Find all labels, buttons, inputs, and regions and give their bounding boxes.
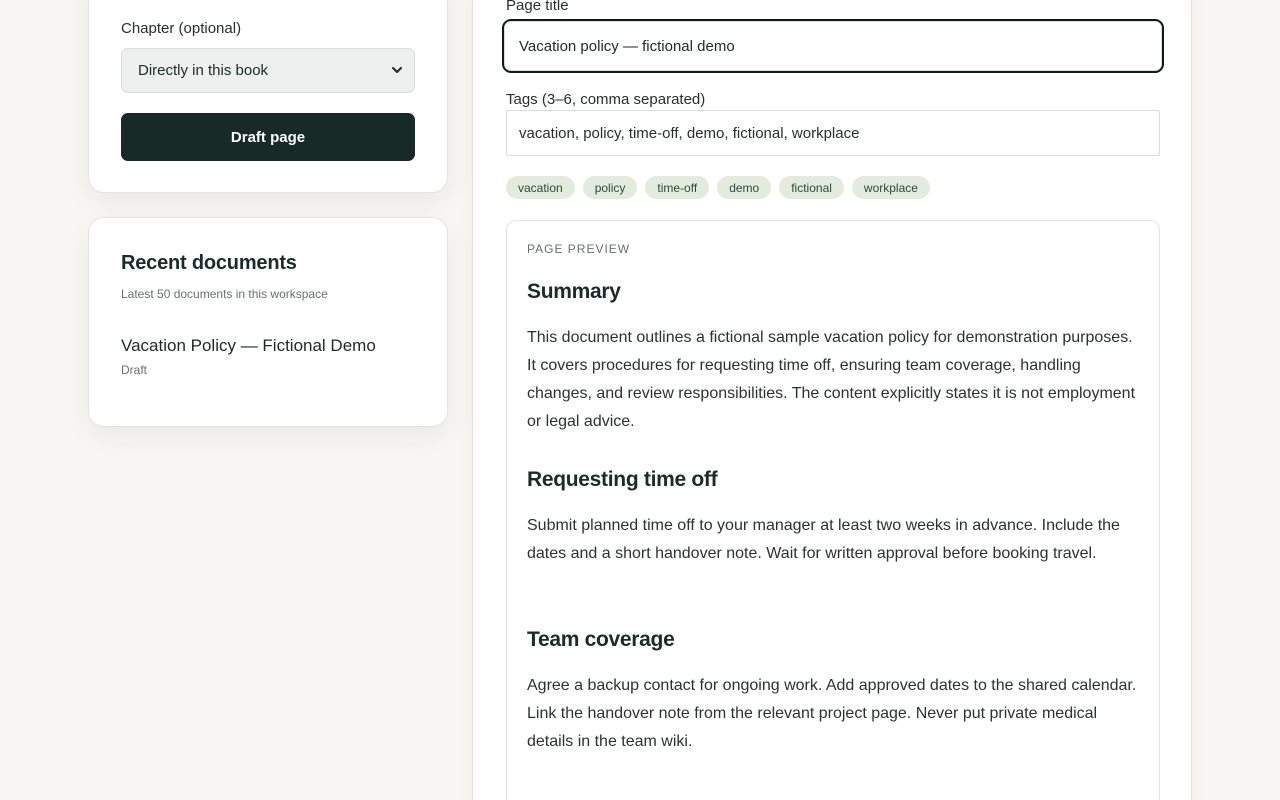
preview-heading-coverage: Team coverage xyxy=(527,628,675,651)
page-title-value: Vacation policy — fictional demo xyxy=(519,37,735,55)
recent-documents-subtitle: Latest 50 documents in this workspace xyxy=(121,287,328,301)
tag-chip: workplace xyxy=(852,176,930,199)
recent-documents-title: Recent documents xyxy=(121,252,297,274)
page-title-label: Page title xyxy=(506,0,569,14)
tag-chip: policy xyxy=(583,176,638,199)
new-page-card xyxy=(88,0,448,193)
preview-heading-summary: Summary xyxy=(527,280,621,303)
chapter-select[interactable] xyxy=(121,48,415,93)
page-title-input[interactable] xyxy=(502,19,1164,73)
tag-chip: fictional xyxy=(779,176,844,199)
preview-paragraph-requesting: Submit planned time off to your manager at least two weeks in advance. Include the dates and a short handover note. Wait for written approval before booking travel. xyxy=(527,517,1120,562)
page-preview-label: PAGE PREVIEW xyxy=(527,242,631,256)
preview-paragraph-summary: This document outlines a fictional sample vacation policy for demonstration purposes. It covers procedures for requesting time off, ensuring team coverage, handling changes, and review responsibilities. The content explicitly states it is not employment or legal advice. xyxy=(527,329,1136,430)
preview-paragraph-coverage: Agree a backup contact for ongoing work. Add approved dates to the shared calendar. Link the handover note from the relevant project page. Never put private medical details in the team wiki. xyxy=(527,677,1137,750)
tag-chip: vacation xyxy=(506,176,575,199)
editor-panel xyxy=(472,0,1192,800)
tag-chip: demo xyxy=(717,176,771,199)
tags-value: vacation, policy, time-off, demo, fictional, workplace xyxy=(519,124,860,142)
preview-heading-requesting: Requesting time off xyxy=(527,468,718,491)
tag-chip: time-off xyxy=(645,176,709,199)
tags-label: Tags (3–6, comma separated) xyxy=(506,91,706,108)
recent-document-status: Draft xyxy=(121,363,148,377)
draft-page-button[interactable]: Draft page xyxy=(121,113,415,161)
tag-chips xyxy=(506,176,930,200)
recent-documents-card xyxy=(88,217,448,427)
tags-input[interactable] xyxy=(506,110,1160,156)
page-preview xyxy=(506,220,1160,800)
chapter-label: Chapter (optional) xyxy=(121,20,242,37)
chevron-down-icon xyxy=(390,63,404,77)
chapter-select-value: Directly in this book xyxy=(138,62,269,79)
recent-document-link[interactable]: Vacation Policy — Fictional Demo xyxy=(121,336,376,355)
